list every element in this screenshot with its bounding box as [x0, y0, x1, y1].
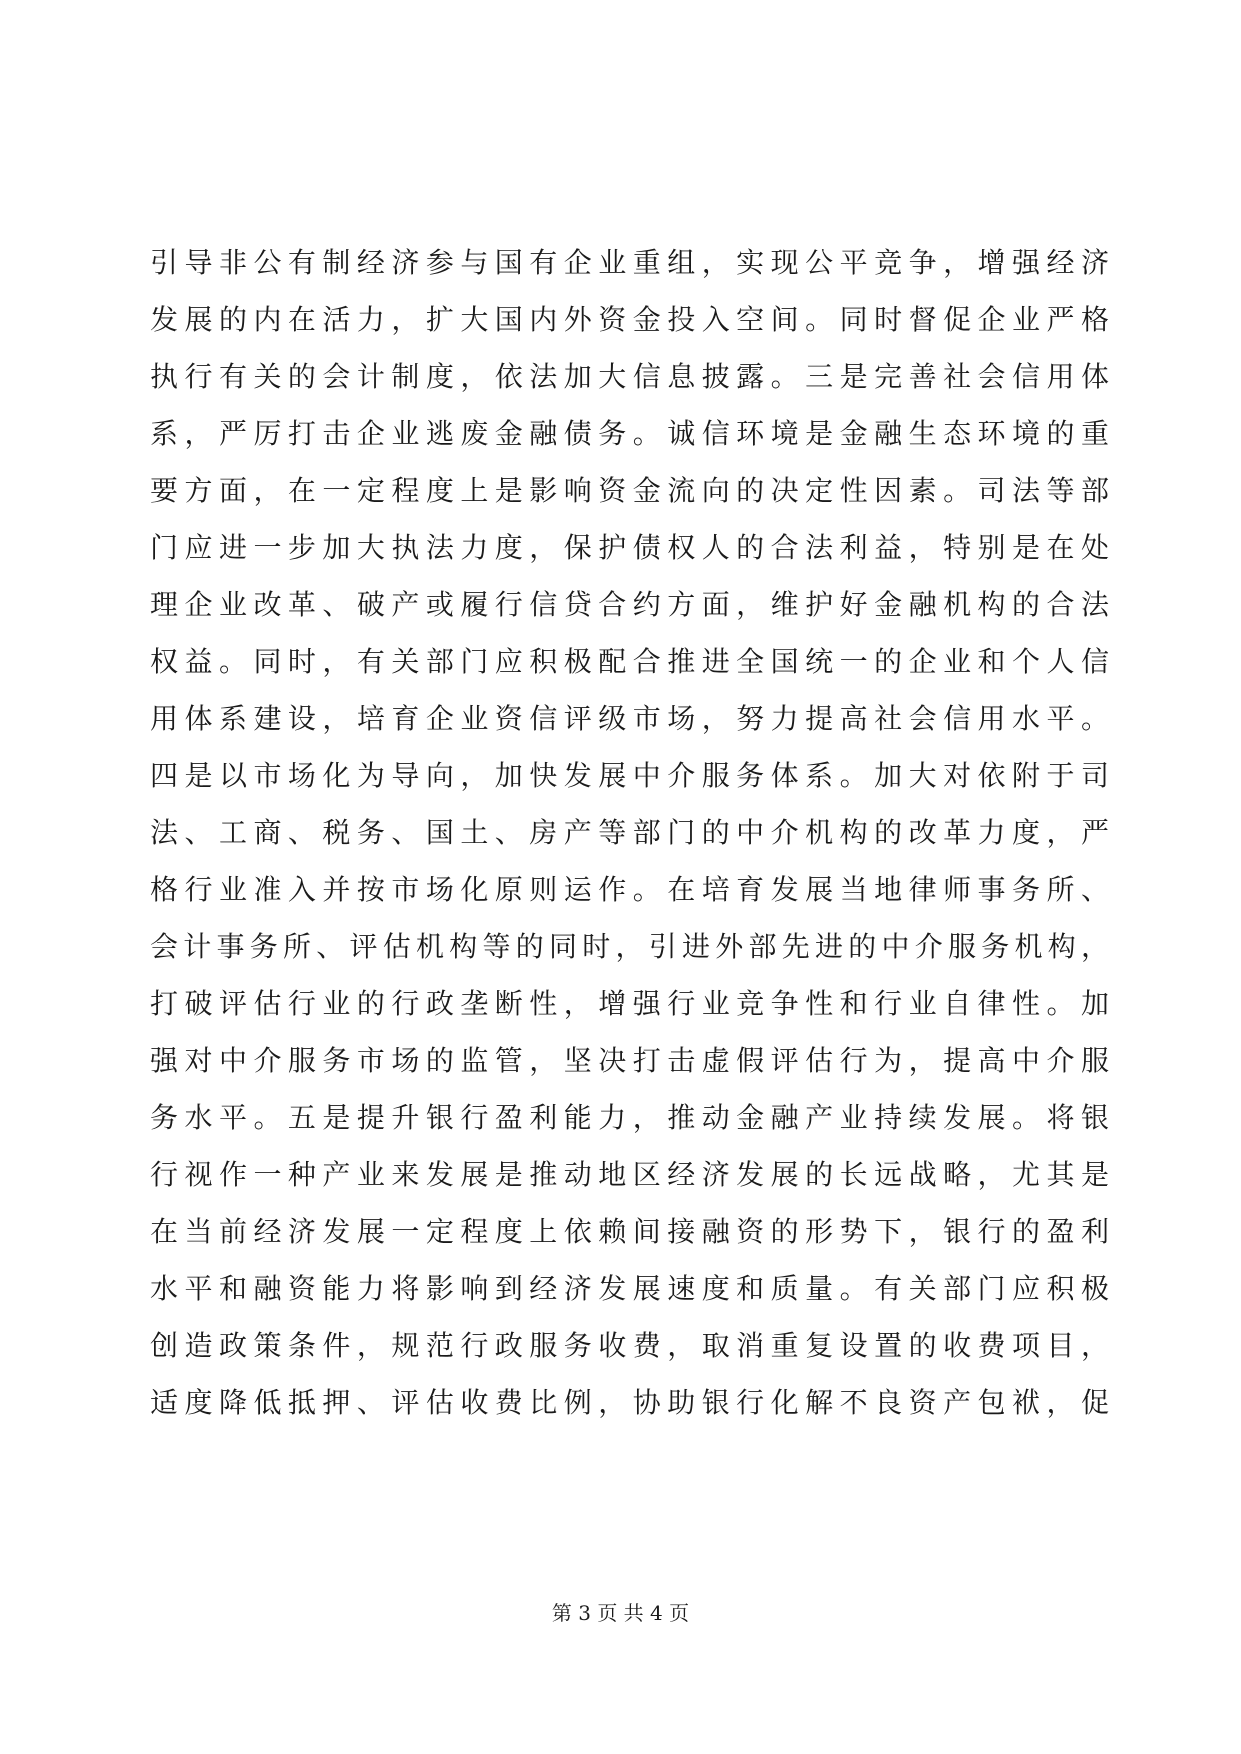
text-line: 要方面，在一定程度上是影响资金流向的决定性因素。司法等部 — [150, 474, 1110, 507]
text-line: 权益。同时，有关部门应积极配合推进全国统一的企业和个人信 — [150, 645, 1110, 678]
body-text — [150, 234, 1110, 1431]
text-line: 系，严厉打击企业逃废金融债务。诚信环境是金融生态环境的重 — [150, 417, 1110, 450]
text-line: 在当前经济发展一定程度上依赖间接融资的形势下，银行的盈利 — [150, 1215, 1110, 1248]
text-line: 格行业准入并按市场化原则运作。在培育发展当地律师事务所、 — [150, 873, 1110, 906]
text-line: 会计事务所、评估机构等的同时，引进外部先进的中介服务机构， — [150, 930, 1110, 963]
text-line: 发展的内在活力，扩大国内外资金投入空间。同时督促企业严格 — [150, 303, 1110, 336]
text-line: 创造政策条件，规范行政服务收费，取消重复设置的收费项目， — [150, 1329, 1110, 1362]
text-line: 水平和融资能力将影响到经济发展速度和质量。有关部门应积极 — [150, 1272, 1110, 1305]
text-line: 引导非公有制经济参与国有企业重组，实现公平竞争，增强经济 — [150, 246, 1110, 279]
page-number-label: 第 3 页 共 4 页 — [551, 1601, 690, 1625]
text-line: 行视作一种产业来发展是推动地区经济发展的长远战略，尤其是 — [150, 1158, 1110, 1191]
text-line: 务水平。五是提升银行盈利能力，推动金融产业持续发展。将银 — [150, 1101, 1110, 1134]
text-line: 强对中介服务市场的监管，坚决打击虚假评估行为，提高中介服 — [150, 1044, 1110, 1077]
text-line: 用体系建设，培育企业资信评级市场，努力提高社会信用水平。 — [150, 702, 1110, 735]
text-line: 理企业改革、破产或履行信贷合约方面，维护好金融机构的合法 — [150, 588, 1110, 621]
text-line: 打破评估行业的行政垄断性，增强行业竞争性和行业自律性。加 — [150, 987, 1110, 1020]
text-line: 四是以市场化为导向，加快发展中介服务体系。加大对依附于司 — [150, 759, 1110, 792]
text-line: 适度降低抵押、评估收费比例，协助银行化解不良资产包袱，促 — [150, 1386, 1110, 1419]
text-line: 门应进一步加大执法力度，保护债权人的合法利益，特别是在处 — [150, 531, 1110, 564]
text-line: 法、工商、税务、国土、房产等部门的中介机构的改革力度，严 — [150, 816, 1110, 849]
page-footer — [0, 1598, 1241, 1628]
text-line: 执行有关的会计制度，依法加大信息披露。三是完善社会信用体 — [150, 360, 1110, 393]
